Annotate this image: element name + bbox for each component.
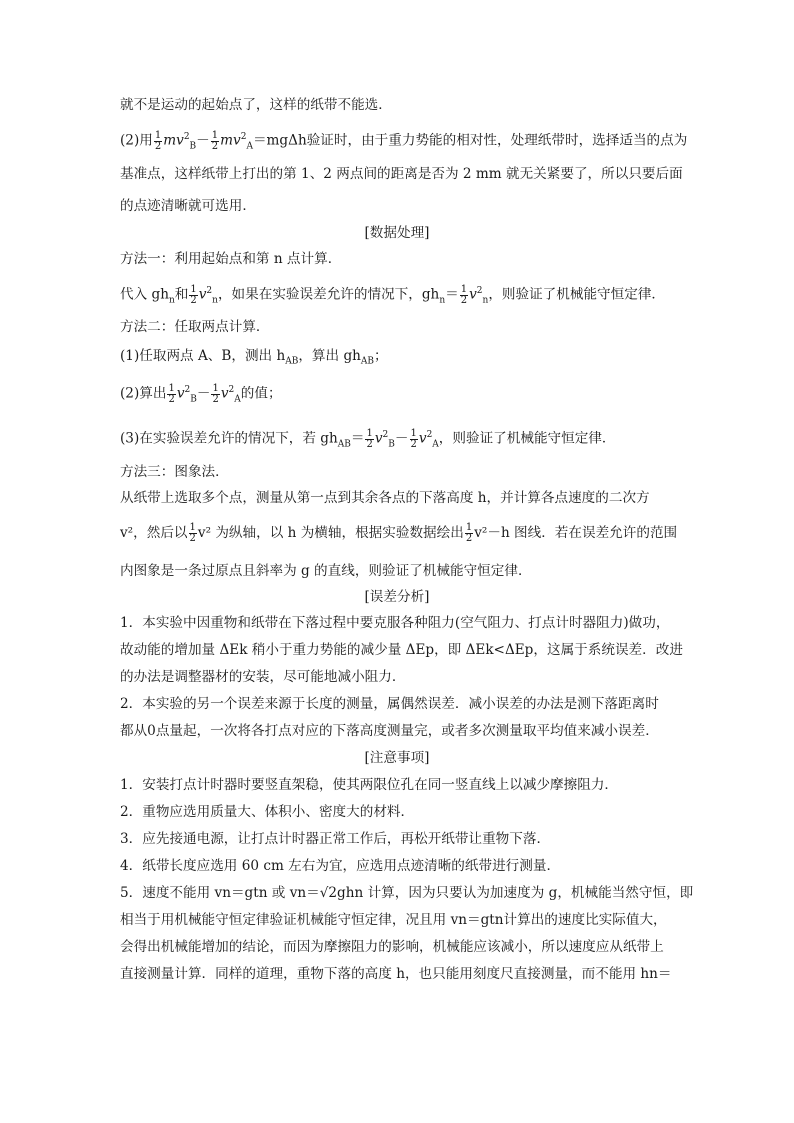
paragraph-line: 2．本实验的另一个误差来源于长度的测量，属偶然误差．减小误差的办法是测下落距离时 bbox=[120, 696, 659, 712]
paragraph-line: 方法三：图象法． bbox=[120, 464, 229, 480]
paragraph-line: (3)在实验误差允许的情况下，若 $gh_{AB}=$ $\frac{1}{2}$ $v^2_B-$ $\frac{1}{2}$ $v^2_A$，则验证了机械能守恒定律． bbox=[120, 427, 616, 450]
list-item: 4．纸带长度应选用 60 cm 左右为宜，应选用点迹清晰的纸带进行测量． bbox=[120, 858, 561, 874]
paragraph-line: v²，然后以 $\frac{1}{2}$ v² 为纵轴，以 h 为横轴，根据实验数据绘出 $\frac{1}{2}$ v²－h 图线．若在误差允许的范围 bbox=[120, 522, 678, 544]
paragraph-line: 1．本实验中因重物和纸带在下落过程中要克服各种阻力(空气阻力、打点计时器阻力)做功， bbox=[120, 615, 670, 631]
list-item: 2．重物应选用质量大、体积小、密度大的材料． bbox=[120, 804, 415, 820]
paragraph-line: 直接测量计算．同样的道理，重物下落的高度 h，也只能用刻度尺直接测量，而不能用 hn＝ bbox=[120, 966, 672, 982]
paragraph-line: 基准点，这样纸带上打出的第 1、2 两点间的距离是否为 2 mm 就无关紧要了，所以只要后面 bbox=[120, 166, 683, 182]
paragraph-line: 方法一：利用起始点和第 n 点计算． bbox=[120, 251, 342, 267]
paragraph-line: 相当于用机械能守恒定律验证机械能守恒定律，况且用 vn＝gtn计算出的速度比实际值大， bbox=[120, 912, 667, 928]
section-heading: [注意事项] bbox=[364, 750, 430, 766]
paragraph-line: 内图象是一条过原点且斜率为 g 的直线，则验证了机械能守恒定律． bbox=[120, 563, 532, 579]
paragraph-line: 从纸带上选取多个点，测量从第一点到其余各点的下落高度 h，并计算各点速度的二次方 bbox=[120, 490, 650, 506]
paragraph-line: 代入 $gh_n$和 $\frac{1}{2}$ $v^2_n$，如果在实验误差允许的情况下，$gh_n=$ $\frac{1}{2}$ $v^2_n$，则验证了机械能守恒定律． bbox=[120, 283, 666, 306]
section-heading: [误差分析] bbox=[364, 589, 430, 605]
paragraph-line: 会得出机械能增加的结论，而因为摩擦阻力的影响，机械能应该减小，所以速度应从纸带上 bbox=[120, 939, 664, 955]
paragraph-line: 方法二：任取两点计算． bbox=[120, 319, 270, 335]
paragraph-line: 的办法是调整器材的安装，尽可能地减小阻力． bbox=[120, 669, 406, 685]
list-item: 1．安装打点计时器时要竖直架稳，使其两限位孔在同一竖直线上以减少摩擦阻力． bbox=[120, 777, 619, 793]
paragraph-line: (2)算出 $\frac{1}{2}$ $v^2_B-$ $\frac{1}{2}$ $v^2_A$的值； bbox=[120, 382, 282, 405]
section-heading: [数据处理] bbox=[364, 225, 430, 241]
paragraph-line: 就不是运动的起始点了，这样的纸带不能选． bbox=[120, 97, 392, 113]
paragraph-line: (1)任取两点 A、B，测出 $h_{AB}$，算出 $gh_{AB}$； bbox=[120, 348, 388, 367]
paragraph-line: 都从0点量起，一次将各打点对应的下落高度测量完，或者多次测量取平均值来减小误差． bbox=[120, 723, 659, 739]
paragraph-line: (2)用 $\frac{1}{2}$ $mv^2_B-$ $\frac{1}{2}$ $mv^2_A=mg\Delta h$验证时，由于重力势能的相对性，处理纸带时，选择适当的点为 bbox=[120, 129, 688, 152]
list-item: 5．速度不能用 vn＝gtn 或 vn＝√2ghn 计算，因为只要认为加速度为 g，机械能当然守恒，即 bbox=[120, 885, 694, 901]
paragraph-line: 故动能的增加量 ΔEk 稍小于重力势能的减少量 ΔEp，即 ΔEk<ΔEp，这属于系统误差．改进 bbox=[120, 642, 683, 658]
paragraph-line: 的点迹清晰就可选用． bbox=[120, 198, 256, 214]
list-item: 3．应先接通电源，让打点计时器正常工作后，再松开纸带让重物下落． bbox=[120, 831, 551, 847]
